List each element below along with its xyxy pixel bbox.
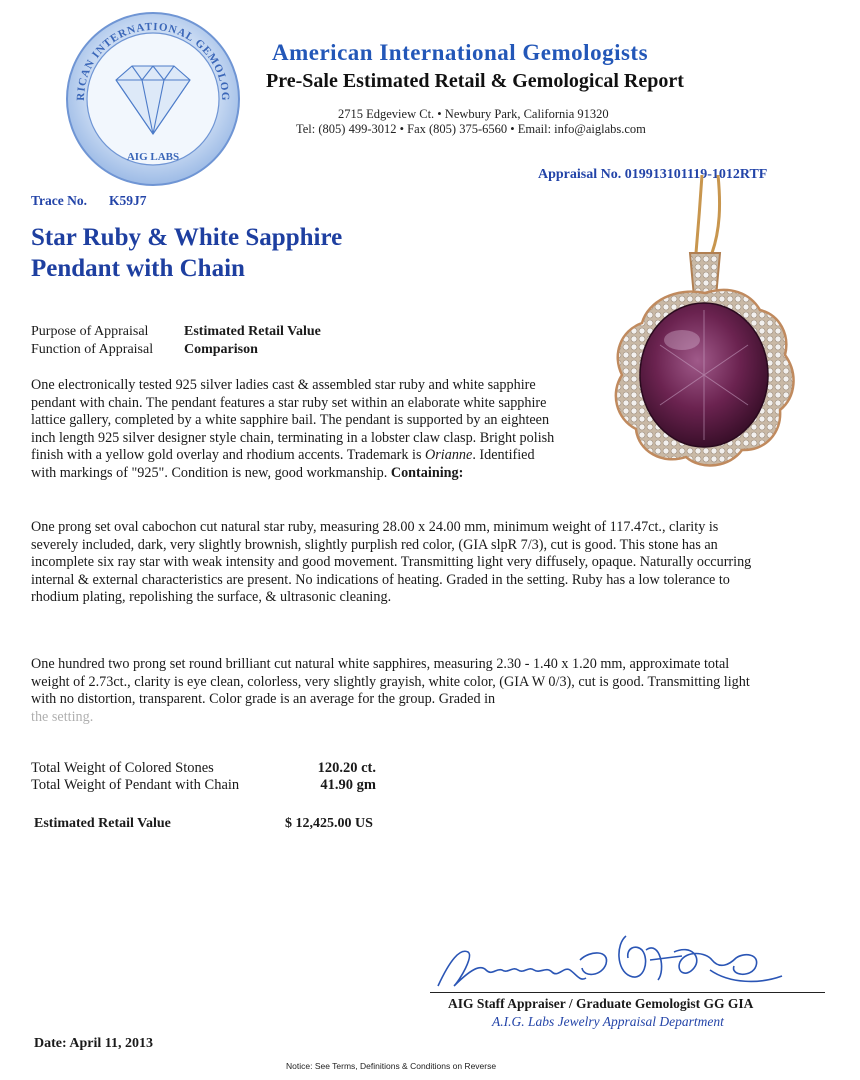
function-value: Comparison bbox=[184, 342, 258, 357]
estimated-retail-value bbox=[34, 816, 373, 832]
organization-name: American International Gemologists bbox=[272, 40, 649, 65]
purpose-table bbox=[31, 323, 321, 359]
appraisal-number: Appraisal No. 019913101119-1012RTF bbox=[538, 167, 768, 182]
signature-title: AIG Staff Appraiser / Graduate Gemologist GG GIA bbox=[448, 996, 754, 1011]
sapphire-description bbox=[31, 656, 761, 726]
item-description bbox=[31, 377, 556, 483]
purpose-label: Purpose of Appraisal bbox=[31, 324, 149, 339]
ruby-description: One prong set oval cabochon cut natural star ruby, measuring 28.00 x 24.00 mm, minimum weight of 117.47ct., clarity is severely included, dark, very slightly brownish, slightly purplish red color, (GIA slpR 7/3), cut is good. This stone has an incomplete six ray star with weak intensity and good movement. Transmitting light very diffusely, opaque. Naturally occurring internal & external characteristics are present. No indications of heating. Graded in the setting. Ruby has a low tolerance to rhodium plating, repolishing the surface, & ultrasonic cleaning. bbox=[31, 519, 752, 606]
item-title-line2: Pendant with Chain bbox=[31, 255, 245, 282]
purpose-value: Estimated Retail Value bbox=[184, 324, 321, 339]
terms-notice: Notice: See Terms, Definitions & Conditions on Reverse bbox=[286, 1061, 497, 1071]
logo-ring-text: RICAN INTERNATIONAL GEMOLOG bbox=[74, 20, 232, 102]
trademark-name: Orianne bbox=[425, 447, 473, 464]
signature-line bbox=[430, 992, 825, 993]
totals-table bbox=[31, 760, 376, 794]
trace-value: K59J7 bbox=[108, 193, 147, 208]
estimate-value: $ 12,425.00 US bbox=[285, 816, 373, 831]
function-label: Function of Appraisal bbox=[31, 342, 154, 357]
description-text-end: . Identified with markings of "925". Condition is new, good workmanship. bbox=[31, 447, 535, 481]
colored-stones-label: Total Weight of Colored Stones bbox=[31, 760, 214, 776]
organization-address: 2715 Edgeview Ct. • Newbury Park, California 91320 bbox=[338, 107, 609, 121]
pendant-weight-row bbox=[31, 777, 376, 794]
estimate-label: Estimated Retail Value bbox=[34, 816, 171, 831]
trace-label: Trace No. bbox=[31, 193, 87, 208]
colored-stones-value: 120.20 ct. bbox=[317, 760, 376, 776]
pendant-weight-label: Total Weight of Pendant with Chain bbox=[31, 777, 240, 793]
trace-number bbox=[31, 193, 147, 209]
report-title: Pre-Sale Estimated Retail & Gemological Report bbox=[266, 70, 684, 92]
aig-logo-seal bbox=[64, 10, 242, 188]
logo-bottom-text: AIG LABS bbox=[126, 151, 180, 163]
purpose-row bbox=[31, 323, 321, 341]
organization-contact: Tel: (805) 499-3012 • Fax (805) 375-6560 • Email: info@aiglabs.com bbox=[296, 122, 646, 136]
signature-department: A.I.G. Labs Jewelry Appraisal Department bbox=[492, 1014, 724, 1029]
sapphire-description-main: One hundred two prong set round brilliant cut natural white sapphires, measuring 2.30 - 1.40 x 1.20 mm, approximate total weight of 2.73ct., clarity is eye clean, colorless, very slightly grayish, white color, (GIA W 0/3), cut is good. Transmitting light with no distortion, transparent. Color grade is an average for the group. Graded in bbox=[31, 656, 750, 708]
item-title bbox=[31, 222, 411, 284]
sapphire-description-tail: the setting. bbox=[31, 708, 94, 725]
function-row bbox=[31, 341, 321, 359]
pendant-weight-value: 41.90 gm bbox=[320, 777, 376, 793]
item-title-line1: Star Ruby & White Sapphire bbox=[31, 224, 343, 251]
colored-stones-row bbox=[31, 760, 376, 777]
report-date: Date: April 11, 2013 bbox=[34, 1036, 153, 1051]
description-text: One electronically tested 925 silver ladies cast & assembled star ruby and white sapphire pendant with chain. The pendant features a star ruby set within an elaborate white sapphire lattice gallery, completed by a white sapphire bail. The pendant is supported by an eighteen inch length 925 silver designer style chain, terminating in a lobster claw clasp. Bright polish finish with a yellow gold overlay and rhodium accents. Trademark is bbox=[31, 377, 555, 464]
appraiser-signature bbox=[430, 930, 830, 994]
containing-label: Containing: bbox=[390, 464, 464, 481]
pendant-photo bbox=[590, 175, 820, 505]
